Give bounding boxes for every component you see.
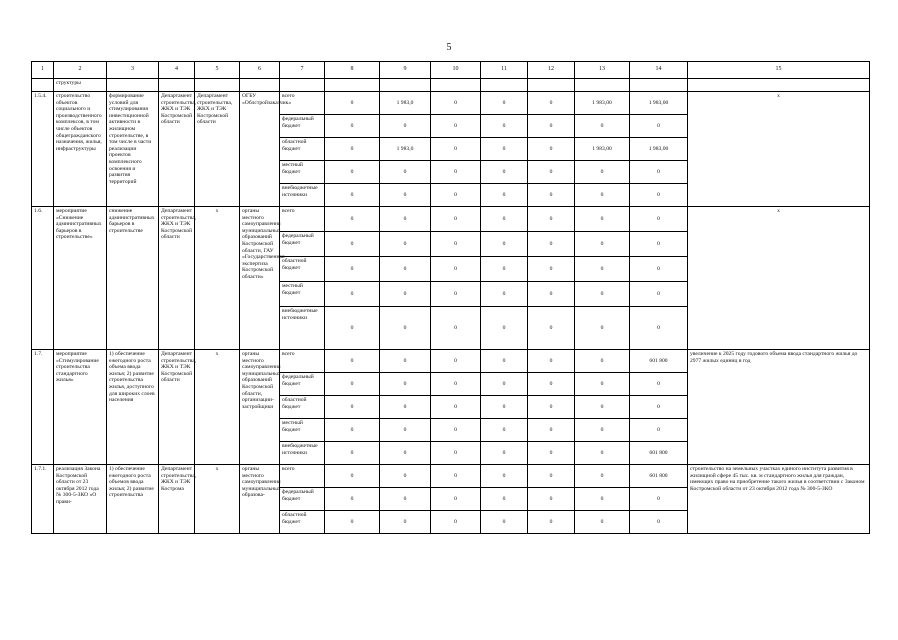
table-row — [32, 92, 870, 115]
amount-cell: 0 — [325, 207, 380, 232]
amount-cell: 0 — [630, 396, 688, 419]
funding-source: всего — [280, 92, 325, 115]
amount-cell: 0 — [325, 232, 380, 257]
amount-cell: 601 800 — [630, 465, 688, 488]
header-cell: 6 — [240, 62, 280, 79]
funding-source: федеральный бюджет — [280, 115, 325, 138]
funding-source: федеральный бюджет — [280, 373, 325, 396]
funding-source: всего — [280, 207, 325, 232]
cell-empty — [159, 79, 195, 92]
event-name: строительство объектов социального и производственного комплексов, в том числе объектов общегражданского назначения, жилья, инфраструктуры — [54, 92, 107, 207]
amount-cell: 0 — [528, 373, 575, 396]
cell-empty — [240, 79, 280, 92]
amount-cell: 0 — [528, 307, 575, 350]
amount-cell: 0 — [431, 373, 481, 396]
header-cell: 8 — [325, 62, 380, 79]
amount-cell: 0 — [630, 207, 688, 232]
header-cell: 5 — [195, 62, 240, 79]
cell-empty — [380, 79, 431, 92]
amount-cell: 0 — [380, 442, 431, 465]
amount-cell: 0 — [380, 419, 431, 442]
amount-cell: 0 — [575, 350, 630, 373]
amount-cell: 0 — [528, 465, 575, 488]
amount-cell: 0 — [575, 161, 630, 184]
header-cell: 14 — [630, 62, 688, 79]
table-row — [32, 465, 870, 488]
amount-cell: 1 983,00 — [630, 138, 688, 161]
amount-cell: 0 — [325, 396, 380, 419]
amount-cell: 0 — [325, 161, 380, 184]
amount-cell: 0 — [325, 307, 380, 350]
amount-cell: 0 — [575, 184, 630, 207]
amount-cell: 0 — [431, 232, 481, 257]
amount-cell: 0 — [481, 207, 528, 232]
amount-cell: 0 — [325, 138, 380, 161]
amount-cell: 0 — [575, 257, 630, 282]
amount-cell: 0 — [431, 282, 481, 307]
funding-source: областной бюджет — [280, 138, 325, 161]
expected-result: x — [688, 92, 870, 207]
amount-cell: 0 — [380, 257, 431, 282]
amount-cell: 0 — [481, 350, 528, 373]
funding-source: внебюджетные источники — [280, 307, 325, 350]
funding-source: внебюджетные источники — [280, 184, 325, 207]
amount-cell: 601 800 — [630, 350, 688, 373]
amount-cell: 0 — [380, 282, 431, 307]
cell-empty — [107, 79, 159, 92]
amount-cell: 0 — [325, 350, 380, 373]
table-row — [32, 350, 870, 373]
amount-cell: 0 — [630, 115, 688, 138]
row-code: 1.7. — [32, 350, 54, 465]
event-goal: 1) обеспечение ежегодного роста объема ввода жилья; 2) развитие строительства жилья, доступного для широких слоев населения — [107, 350, 159, 465]
amount-cell: 1 983,0 — [380, 92, 431, 115]
amount-cell: 0 — [575, 307, 630, 350]
cell-empty — [280, 79, 325, 92]
event-goal: формирование условий для стимулирования инвестиционной активности в жилищном строительстве, в том числе в части реализации проектов комплексного освоения и развития территорий — [107, 92, 159, 207]
amount-cell: 0 — [481, 115, 528, 138]
header-cell: 15 — [688, 62, 870, 79]
amount-cell: 0 — [481, 396, 528, 419]
amount-cell: 0 — [575, 419, 630, 442]
expected-result: x — [688, 207, 870, 350]
amount-cell: 0 — [528, 92, 575, 115]
amount-cell: 0 — [481, 184, 528, 207]
amount-cell: 0 — [325, 184, 380, 207]
funding-source: областной бюджет — [280, 396, 325, 419]
amount-cell: 0 — [575, 396, 630, 419]
amount-cell: 0 — [325, 442, 380, 465]
cell-empty — [528, 79, 575, 92]
header-row — [32, 62, 870, 79]
participant: органы местного самоуправления муниципальных образований Костромской области, организации-застройщики — [240, 350, 280, 465]
amount-cell: 0 — [528, 488, 575, 511]
amount-cell: 0 — [431, 207, 481, 232]
amount-cell: 0 — [325, 115, 380, 138]
page-number: 5 — [446, 42, 452, 53]
amount-cell: 0 — [528, 207, 575, 232]
continuation-text: структуры — [54, 79, 107, 92]
event-name: мероприятие «Стимулирование строительства стандартного жилья» — [54, 350, 107, 465]
event-goal: снижение административных барьеров в строительстве — [107, 207, 159, 350]
amount-cell: 0 — [431, 350, 481, 373]
executor: Департамент строительства, ЖКХ и ТЭК Костромской области — [159, 207, 195, 350]
row-code: 1.6. — [32, 207, 54, 350]
amount-cell: 0 — [630, 257, 688, 282]
amount-cell: 0 — [481, 92, 528, 115]
funding-source: внебюджетные источники — [280, 442, 325, 465]
cell-empty — [481, 79, 528, 92]
header-cell: 1 — [32, 62, 54, 79]
amount-cell: 0 — [380, 161, 431, 184]
event-goal: 1) обеспечение ежегодного роста объемов ввода жилья; 2) развитие строительства — [107, 465, 159, 534]
amount-cell: 0 — [575, 373, 630, 396]
budget-table — [31, 61, 870, 534]
header-cell: 13 — [575, 62, 630, 79]
funding-source: всего — [280, 350, 325, 373]
cell-empty — [32, 79, 54, 92]
amount-cell: 0 — [575, 465, 630, 488]
funding-source: областной бюджет — [280, 511, 325, 534]
amount-cell: 0 — [481, 488, 528, 511]
funding-source: областной бюджет — [280, 257, 325, 282]
amount-cell: 1 983,0 — [380, 138, 431, 161]
amount-cell: 0 — [431, 442, 481, 465]
amount-cell: 0 — [481, 232, 528, 257]
amount-cell: 0 — [380, 488, 431, 511]
header-cell: 7 — [280, 62, 325, 79]
header-cell: 10 — [431, 62, 481, 79]
amount-cell: 0 — [431, 115, 481, 138]
amount-cell: 0 — [431, 92, 481, 115]
amount-cell: 0 — [575, 488, 630, 511]
expected-result: увеличение к 2025 году годового объема ввода стандартного жилья до 2977 жилых единиц в год — [688, 350, 870, 465]
amount-cell: 0 — [380, 115, 431, 138]
amount-cell: 0 — [528, 282, 575, 307]
participant: ОГБУ «Облстройзаказчик» — [240, 92, 280, 207]
amount-cell: 0 — [575, 232, 630, 257]
amount-cell: 1 983,00 — [575, 138, 630, 161]
amount-cell: 0 — [431, 465, 481, 488]
amount-cell: 0 — [630, 373, 688, 396]
coexecutor: x — [195, 465, 240, 534]
amount-cell: 0 — [431, 511, 481, 534]
amount-cell: 0 — [325, 488, 380, 511]
amount-cell: 0 — [528, 232, 575, 257]
cell-empty — [431, 79, 481, 92]
amount-cell: 0 — [528, 161, 575, 184]
amount-cell: 0 — [575, 511, 630, 534]
amount-cell: 0 — [630, 511, 688, 534]
row-code: 1.7.1. — [32, 465, 54, 534]
amount-cell: 0 — [528, 184, 575, 207]
cell-empty — [195, 79, 240, 92]
amount-cell: 0 — [431, 419, 481, 442]
funding-source: федеральный бюджет — [280, 232, 325, 257]
amount-cell: 0 — [528, 396, 575, 419]
funding-source: местный бюджет — [280, 282, 325, 307]
amount-cell: 0 — [481, 465, 528, 488]
event-name: мероприятие «Снижение административных барьеров в строительстве» — [54, 207, 107, 350]
amount-cell: 0 — [630, 232, 688, 257]
amount-cell: 0 — [630, 184, 688, 207]
amount-cell: 601 800 — [630, 442, 688, 465]
funding-source: всего — [280, 465, 325, 488]
table-row — [32, 207, 870, 232]
amount-cell: 0 — [575, 442, 630, 465]
executor: Департамент строительства, ЖКХ и ТЭК Костромской области — [159, 92, 195, 207]
amount-cell: 1 983,00 — [630, 92, 688, 115]
expected-result: строительство на земельных участках единого института развития в жилищной сфере 45 тыс. кв. м стандартного жилья для граждан, имеющих право на приобретение такого жилья в соответствии с Законом Костромской области от 23 октября 2012 года № 300-5-ЗКО — [688, 465, 870, 534]
amount-cell: 0 — [528, 442, 575, 465]
amount-cell: 0 — [325, 373, 380, 396]
cell-empty — [630, 79, 688, 92]
amount-cell: 0 — [481, 511, 528, 534]
amount-cell: 0 — [528, 115, 575, 138]
amount-cell: 0 — [380, 307, 431, 350]
coexecutor: x — [195, 350, 240, 465]
amount-cell: 0 — [481, 307, 528, 350]
cell-empty — [575, 79, 630, 92]
cell-empty — [325, 79, 380, 92]
amount-cell: 0 — [325, 257, 380, 282]
amount-cell: 0 — [380, 207, 431, 232]
amount-cell: 0 — [575, 207, 630, 232]
funding-source: местный бюджет — [280, 161, 325, 184]
amount-cell: 0 — [325, 511, 380, 534]
executor: Департамент строительства, ЖКХ и ТЭК Кострома — [159, 465, 195, 534]
amount-cell: 0 — [325, 92, 380, 115]
amount-cell: 0 — [528, 350, 575, 373]
amount-cell: 0 — [380, 511, 431, 534]
event-name: реализация Закона Костромской области от 23 октября 2012 года № 300-5-ЗКО «О прави- — [54, 465, 107, 534]
amount-cell: 0 — [481, 161, 528, 184]
amount-cell: 0 — [630, 161, 688, 184]
amount-cell: 0 — [481, 138, 528, 161]
amount-cell: 1 983,00 — [575, 92, 630, 115]
coexecutor: x — [195, 207, 240, 350]
header-cell: 2 — [54, 62, 107, 79]
amount-cell: 0 — [380, 184, 431, 207]
amount-cell: 0 — [431, 396, 481, 419]
amount-cell: 0 — [431, 138, 481, 161]
continuation-row — [32, 79, 870, 92]
amount-cell: 0 — [325, 419, 380, 442]
row-code: 1.5.4. — [32, 92, 54, 207]
amount-cell: 0 — [380, 373, 431, 396]
participant: органы местного самоуправления муниципальных образова- — [240, 465, 280, 534]
amount-cell: 0 — [575, 115, 630, 138]
amount-cell: 0 — [431, 257, 481, 282]
amount-cell: 0 — [380, 465, 431, 488]
header-cell: 12 — [528, 62, 575, 79]
amount-cell: 0 — [325, 282, 380, 307]
amount-cell: 0 — [630, 419, 688, 442]
amount-cell: 0 — [481, 442, 528, 465]
amount-cell: 0 — [630, 282, 688, 307]
amount-cell: 0 — [528, 419, 575, 442]
coexecutor: Департамент строительства, ЖКХ и ТЭК Костромской области — [195, 92, 240, 207]
header-cell: 3 — [107, 62, 159, 79]
amount-cell: 0 — [380, 350, 431, 373]
executor: Департамент строительства, ЖКХ и ТЭК Костромской области — [159, 350, 195, 465]
amount-cell: 0 — [431, 184, 481, 207]
amount-cell: 0 — [528, 257, 575, 282]
funding-source: местный бюджет — [280, 419, 325, 442]
funding-source: федеральный бюджет — [280, 488, 325, 511]
amount-cell: 0 — [325, 465, 380, 488]
amount-cell: 0 — [481, 419, 528, 442]
amount-cell: 0 — [575, 282, 630, 307]
amount-cell: 0 — [630, 307, 688, 350]
header-cell: 4 — [159, 62, 195, 79]
amount-cell: 0 — [481, 282, 528, 307]
amount-cell: 0 — [431, 161, 481, 184]
header-cell: 9 — [380, 62, 431, 79]
amount-cell: 0 — [481, 257, 528, 282]
amount-cell: 0 — [481, 373, 528, 396]
amount-cell: 0 — [380, 396, 431, 419]
header-cell: 11 — [481, 62, 528, 79]
amount-cell: 0 — [528, 511, 575, 534]
amount-cell: 0 — [630, 488, 688, 511]
amount-cell: 0 — [431, 488, 481, 511]
cell-empty — [688, 79, 870, 92]
amount-cell: 0 — [431, 307, 481, 350]
participant: органы местного самоуправления муниципальных образований Костромской области, ГАУ «Государственная экспертиза Костромской области» — [240, 207, 280, 350]
amount-cell: 0 — [380, 232, 431, 257]
amount-cell: 0 — [528, 138, 575, 161]
